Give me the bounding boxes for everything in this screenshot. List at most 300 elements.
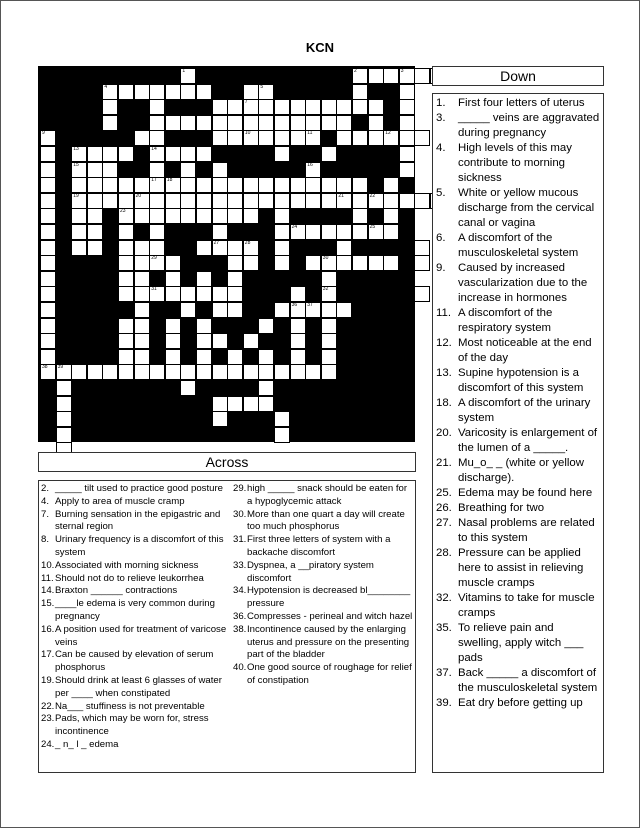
grid-cell[interactable] — [258, 130, 274, 146]
grid-cell[interactable] — [212, 286, 228, 302]
grid-cell[interactable] — [368, 115, 384, 131]
grid-cell[interactable] — [149, 240, 165, 256]
grid-cell[interactable] — [71, 146, 87, 162]
grid-cell[interactable] — [180, 286, 196, 302]
grid-cell[interactable] — [71, 177, 87, 193]
grid-cell[interactable] — [118, 286, 134, 302]
grid-cell[interactable] — [87, 364, 103, 380]
grid-cell[interactable] — [56, 411, 72, 427]
grid-cell[interactable] — [274, 193, 290, 209]
grid-cell[interactable] — [258, 193, 274, 209]
grid-cell[interactable] — [180, 177, 196, 193]
grid-cell[interactable] — [40, 333, 56, 349]
grid-cell[interactable] — [71, 162, 87, 178]
grid-cell[interactable] — [40, 271, 56, 287]
grid-cell[interactable] — [305, 115, 321, 131]
grid-cell[interactable] — [274, 427, 290, 443]
grid-cell[interactable] — [212, 411, 228, 427]
grid-cell[interactable] — [368, 255, 384, 271]
grid-cell[interactable] — [165, 271, 181, 287]
grid-cell[interactable] — [87, 193, 103, 209]
grid-cell[interactable] — [336, 224, 352, 240]
grid-cell[interactable] — [274, 177, 290, 193]
grid-cell[interactable] — [134, 208, 150, 224]
grid-cell[interactable] — [321, 333, 337, 349]
cell-number: 10 — [244, 130, 251, 137]
clue-number: 13. — [436, 367, 452, 379]
grid-cell[interactable] — [290, 99, 306, 115]
grid-cell[interactable] — [40, 177, 56, 193]
cell-number: 14 — [151, 146, 157, 152]
grid-cell[interactable] — [40, 364, 56, 380]
grid-cell[interactable] — [321, 349, 337, 365]
grid-cell[interactable] — [227, 177, 243, 193]
grid-cell[interactable] — [149, 84, 165, 100]
grid-cell[interactable] — [165, 364, 181, 380]
grid-cell[interactable] — [243, 130, 259, 146]
grid-cell[interactable] — [118, 364, 134, 380]
grid-cell[interactable] — [274, 146, 290, 162]
grid-cell[interactable] — [180, 84, 196, 100]
grid-cell[interactable] — [118, 255, 134, 271]
grid-cell[interactable] — [352, 255, 368, 271]
grid-cell[interactable] — [118, 271, 134, 287]
grid-cell[interactable] — [71, 193, 87, 209]
grid-cell[interactable] — [274, 208, 290, 224]
clue-number: 28. — [436, 547, 452, 559]
clue-text: Most noticeable at the end of the day — [458, 337, 592, 364]
grid-cell[interactable] — [227, 349, 243, 365]
grid-cell[interactable] — [102, 162, 118, 178]
grid-cell[interactable] — [212, 99, 228, 115]
grid-cell[interactable] — [134, 364, 150, 380]
grid-cell[interactable] — [258, 396, 274, 412]
grid-cell[interactable] — [149, 162, 165, 178]
grid-cell[interactable] — [227, 240, 243, 256]
grid-cell[interactable] — [227, 396, 243, 412]
grid-cell[interactable] — [352, 68, 368, 84]
grid-cell[interactable] — [134, 177, 150, 193]
clue-number: 39. — [436, 697, 452, 709]
grid-cell[interactable] — [336, 193, 352, 209]
grid-cell[interactable] — [352, 208, 368, 224]
grid-cell[interactable] — [180, 115, 196, 131]
grid-cell[interactable] — [40, 208, 56, 224]
grid-cell[interactable] — [258, 380, 274, 396]
grid-cell[interactable] — [383, 193, 399, 209]
grid-cell[interactable] — [274, 224, 290, 240]
grid-cell[interactable] — [274, 130, 290, 146]
grid-cell[interactable] — [56, 380, 72, 396]
grid-cell[interactable] — [274, 411, 290, 427]
grid-cell[interactable] — [274, 115, 290, 131]
cell-number: 22 — [369, 192, 376, 199]
grid-cell[interactable] — [383, 177, 399, 193]
grid-cell[interactable] — [399, 193, 415, 209]
grid-cell[interactable] — [212, 177, 228, 193]
grid-cell[interactable] — [227, 130, 243, 146]
grid-cell[interactable] — [196, 177, 212, 193]
grid-cell[interactable] — [258, 364, 274, 380]
grid-cell[interactable] — [149, 224, 165, 240]
grid-cell[interactable] — [134, 286, 150, 302]
grid-cell[interactable] — [134, 302, 150, 318]
grid-cell[interactable] — [227, 255, 243, 271]
grid-cell[interactable] — [40, 193, 56, 209]
grid-cell[interactable] — [134, 130, 150, 146]
grid-cell[interactable] — [336, 302, 352, 318]
grid-cell[interactable] — [165, 255, 181, 271]
grid-cell[interactable] — [87, 162, 103, 178]
grid-cell[interactable] — [336, 130, 352, 146]
grid-cell[interactable] — [165, 177, 181, 193]
grid-cell[interactable] — [290, 193, 306, 209]
grid-cell[interactable] — [243, 193, 259, 209]
grid-cell[interactable] — [321, 302, 337, 318]
grid-cell[interactable] — [196, 146, 212, 162]
grid-cell[interactable] — [336, 255, 352, 271]
grid-cell[interactable] — [352, 177, 368, 193]
grid-cell[interactable] — [305, 193, 321, 209]
grid-cell[interactable] — [165, 333, 181, 349]
grid-cell[interactable] — [71, 364, 87, 380]
grid-cell[interactable] — [196, 240, 212, 256]
grid-cell[interactable] — [149, 286, 165, 302]
grid-cell[interactable] — [321, 286, 337, 302]
grid-cell[interactable] — [212, 130, 228, 146]
grid-cell[interactable] — [149, 193, 165, 209]
grid-cell[interactable] — [227, 193, 243, 209]
grid-cell[interactable] — [258, 349, 274, 365]
grid-cell[interactable] — [258, 99, 274, 115]
grid-cell[interactable] — [40, 224, 56, 240]
across-clue — [41, 701, 229, 714]
grid-cell[interactable] — [149, 208, 165, 224]
grid-cell[interactable] — [56, 427, 72, 443]
grid-cell[interactable] — [212, 396, 228, 412]
grid-cell[interactable] — [399, 146, 415, 162]
grid-cell[interactable] — [368, 224, 384, 240]
grid-cell[interactable] — [305, 130, 321, 146]
grid-cell[interactable] — [274, 255, 290, 271]
grid-cell[interactable] — [258, 84, 274, 100]
cell-number: 28 — [244, 239, 251, 246]
grid-cell[interactable] — [180, 302, 196, 318]
grid-cell[interactable] — [290, 302, 306, 318]
grid-cell[interactable] — [321, 255, 337, 271]
grid-cell[interactable] — [118, 208, 134, 224]
grid-cell[interactable] — [383, 224, 399, 240]
across-clue — [233, 662, 413, 688]
grid-cell[interactable] — [258, 177, 274, 193]
grid-cell[interactable] — [180, 380, 196, 396]
grid-cell[interactable] — [227, 364, 243, 380]
grid-cell[interactable] — [212, 364, 228, 380]
grid-cell[interactable] — [165, 318, 181, 334]
grid-cell[interactable] — [243, 177, 259, 193]
grid-cell[interactable] — [290, 349, 306, 365]
grid-cell[interactable] — [227, 115, 243, 131]
grid-cell[interactable] — [149, 99, 165, 115]
grid-cell[interactable] — [290, 177, 306, 193]
grid-cell[interactable] — [321, 115, 337, 131]
grid-cell[interactable] — [212, 162, 228, 178]
grid-cell[interactable] — [399, 115, 415, 131]
grid-cell[interactable] — [180, 193, 196, 209]
grid-cell[interactable] — [227, 271, 243, 287]
grid-cell[interactable] — [196, 208, 212, 224]
grid-cell[interactable] — [118, 349, 134, 365]
grid-cell[interactable] — [134, 255, 150, 271]
grid-cell[interactable] — [196, 349, 212, 365]
grid-cell[interactable] — [149, 177, 165, 193]
grid-cell[interactable] — [290, 318, 306, 334]
grid-cell[interactable] — [149, 115, 165, 131]
grid-cell[interactable] — [321, 318, 337, 334]
grid-cell[interactable] — [414, 286, 430, 302]
clue-number: 8. — [41, 534, 50, 546]
grid-cell[interactable] — [212, 193, 228, 209]
grid-cell[interactable] — [102, 177, 118, 193]
grid-cell[interactable] — [368, 68, 384, 84]
grid-cell[interactable] — [368, 193, 384, 209]
grid-cell[interactable] — [118, 146, 134, 162]
grid-cell[interactable] — [118, 318, 134, 334]
grid-cell[interactable] — [87, 177, 103, 193]
down-clue — [436, 231, 600, 261]
grid-cell[interactable] — [368, 130, 384, 146]
grid-cell[interactable] — [243, 333, 259, 349]
grid-cell[interactable] — [149, 146, 165, 162]
grid-cell[interactable] — [321, 193, 337, 209]
grid-cell[interactable] — [102, 146, 118, 162]
grid-cell[interactable] — [212, 240, 228, 256]
grid-cell[interactable] — [134, 333, 150, 349]
grid-cell[interactable] — [305, 162, 321, 178]
grid-cell[interactable] — [414, 255, 430, 271]
clue-number: 1. — [436, 97, 446, 109]
clue-number: 37. — [436, 667, 452, 679]
grid-cell[interactable] — [196, 193, 212, 209]
clue-text: Can be caused by elevation of serum phosphorus — [55, 649, 214, 674]
grid-cell[interactable] — [212, 208, 228, 224]
grid-cell[interactable] — [290, 364, 306, 380]
grid-cell[interactable] — [243, 99, 259, 115]
grid-cell[interactable] — [274, 302, 290, 318]
grid-cell[interactable] — [102, 115, 118, 131]
grid-cell[interactable] — [165, 193, 181, 209]
grid-cell[interactable] — [165, 349, 181, 365]
grid-cell[interactable] — [352, 224, 368, 240]
grid-cell[interactable] — [196, 364, 212, 380]
grid-cell[interactable] — [180, 146, 196, 162]
grid-cell[interactable] — [258, 318, 274, 334]
grid-cell[interactable] — [102, 364, 118, 380]
grid-cell[interactable] — [87, 146, 103, 162]
clue-number: 31. — [233, 534, 247, 546]
grid-cell[interactable] — [368, 99, 384, 115]
grid-cell[interactable] — [336, 99, 352, 115]
clue-number: 5. — [436, 187, 446, 199]
grid-cell[interactable] — [336, 115, 352, 131]
grid-cell[interactable] — [40, 318, 56, 334]
grid-cell[interactable] — [180, 162, 196, 178]
grid-cell[interactable] — [352, 99, 368, 115]
grid-cell[interactable] — [274, 240, 290, 256]
grid-cell[interactable] — [165, 115, 181, 131]
grid-cell[interactable] — [243, 115, 259, 131]
grid-cell[interactable] — [180, 208, 196, 224]
grid-cell[interactable] — [399, 162, 415, 178]
grid-cell[interactable] — [40, 286, 56, 302]
grid-cell[interactable] — [274, 364, 290, 380]
grid-cell[interactable] — [305, 255, 321, 271]
grid-cell[interactable] — [305, 364, 321, 380]
grid-cell[interactable] — [383, 255, 399, 271]
grid-cell[interactable] — [336, 240, 352, 256]
grid-cell[interactable] — [399, 68, 415, 84]
grid-cell[interactable] — [118, 84, 134, 100]
grid-cell[interactable] — [212, 333, 228, 349]
grid-cell[interactable] — [305, 177, 321, 193]
grid-cell[interactable] — [71, 224, 87, 240]
grid-cell[interactable] — [321, 177, 337, 193]
grid-cell[interactable] — [290, 115, 306, 131]
grid-cell[interactable] — [134, 84, 150, 100]
grid-cell[interactable] — [165, 84, 181, 100]
grid-cell[interactable] — [180, 68, 196, 84]
across-clue — [41, 739, 229, 752]
grid-cell[interactable] — [40, 302, 56, 318]
grid-cell[interactable] — [134, 318, 150, 334]
grid-cell[interactable] — [243, 255, 259, 271]
grid-cell[interactable] — [290, 286, 306, 302]
grid-cell[interactable] — [383, 68, 399, 84]
grid-cell[interactable] — [165, 286, 181, 302]
grid-cell[interactable] — [321, 99, 337, 115]
clue-text: Compresses - perineal and witch hazel — [247, 610, 413, 622]
clue-text: Associated with morning sickness — [55, 559, 199, 571]
grid-cell[interactable] — [227, 286, 243, 302]
grid-cell[interactable] — [290, 333, 306, 349]
cell-number: 20 — [135, 192, 142, 199]
grid-cell[interactable] — [399, 84, 415, 100]
grid-cell[interactable] — [196, 271, 212, 287]
grid-cell[interactable] — [414, 130, 430, 146]
grid-cell[interactable] — [414, 193, 430, 209]
down-clue — [436, 591, 600, 621]
grid-cell[interactable] — [243, 240, 259, 256]
grid-cell[interactable] — [274, 99, 290, 115]
grid-cell[interactable] — [165, 146, 181, 162]
grid-cell[interactable] — [118, 193, 134, 209]
grid-cell[interactable] — [196, 286, 212, 302]
grid-cell[interactable] — [118, 224, 134, 240]
clue-text: _ n_ l _ edema — [55, 738, 119, 750]
grid-cell[interactable] — [118, 177, 134, 193]
grid-cell[interactable] — [321, 224, 337, 240]
grid-cell[interactable] — [290, 224, 306, 240]
grid-cell[interactable] — [134, 349, 150, 365]
grid-cell[interactable] — [399, 130, 415, 146]
grid-cell[interactable] — [118, 333, 134, 349]
grid-cell[interactable] — [383, 208, 399, 224]
grid-cell[interactable] — [414, 68, 430, 84]
grid-cell[interactable] — [40, 255, 56, 271]
across-clue — [233, 585, 413, 611]
grid-cell[interactable] — [134, 271, 150, 287]
grid-cell[interactable] — [102, 193, 118, 209]
grid-cell[interactable] — [352, 193, 368, 209]
grid-cell[interactable] — [243, 396, 259, 412]
grid-cell[interactable] — [87, 240, 103, 256]
grid-cell[interactable] — [243, 208, 259, 224]
grid-cell[interactable] — [149, 130, 165, 146]
grid-cell[interactable] — [227, 99, 243, 115]
grid-cell[interactable] — [243, 84, 259, 100]
grid-cell[interactable] — [227, 302, 243, 318]
grid-cell[interactable] — [352, 84, 368, 100]
grid-cell[interactable] — [414, 240, 430, 256]
grid-cell[interactable] — [40, 162, 56, 178]
grid-cell[interactable] — [180, 364, 196, 380]
grid-cell[interactable] — [40, 349, 56, 365]
grid-cell[interactable] — [212, 302, 228, 318]
grid-cell[interactable] — [71, 240, 87, 256]
grid-cell[interactable] — [165, 208, 181, 224]
grid-cell[interactable] — [243, 364, 259, 380]
grid-cell[interactable] — [352, 130, 368, 146]
grid-cell[interactable] — [383, 130, 399, 146]
grid-cell[interactable] — [87, 208, 103, 224]
across-clue — [41, 713, 229, 739]
grid-cell[interactable] — [212, 224, 228, 240]
grid-cell[interactable] — [56, 396, 72, 412]
grid-cell[interactable] — [321, 146, 337, 162]
grid-cell[interactable] — [321, 271, 337, 287]
grid-cell[interactable] — [102, 99, 118, 115]
grid-cell[interactable] — [305, 99, 321, 115]
grid-cell[interactable] — [305, 302, 321, 318]
grid-cell[interactable] — [290, 130, 306, 146]
grid-cell[interactable] — [399, 99, 415, 115]
grid-cell[interactable] — [40, 130, 56, 146]
grid-cell[interactable] — [134, 193, 150, 209]
grid-cell[interactable] — [321, 364, 337, 380]
grid-cell[interactable] — [134, 240, 150, 256]
grid-cell[interactable] — [196, 333, 212, 349]
across-clue — [41, 649, 229, 675]
grid-cell[interactable] — [196, 318, 212, 334]
grid-cell[interactable] — [305, 224, 321, 240]
grid-cell[interactable] — [336, 177, 352, 193]
grid-cell[interactable] — [227, 208, 243, 224]
grid-cell[interactable] — [40, 240, 56, 256]
grid-cell[interactable] — [102, 84, 118, 100]
grid-cell[interactable] — [258, 115, 274, 131]
grid-cell[interactable] — [196, 115, 212, 131]
grid-cell[interactable] — [40, 146, 56, 162]
grid-cell[interactable] — [56, 364, 72, 380]
down-header: Down — [432, 66, 604, 86]
grid-cell[interactable] — [118, 240, 134, 256]
grid-cell[interactable] — [149, 255, 165, 271]
grid-cell[interactable] — [71, 208, 87, 224]
grid-cell[interactable] — [212, 115, 228, 131]
grid-cell[interactable] — [149, 364, 165, 380]
grid-cell[interactable] — [196, 84, 212, 100]
grid-cell[interactable] — [87, 224, 103, 240]
